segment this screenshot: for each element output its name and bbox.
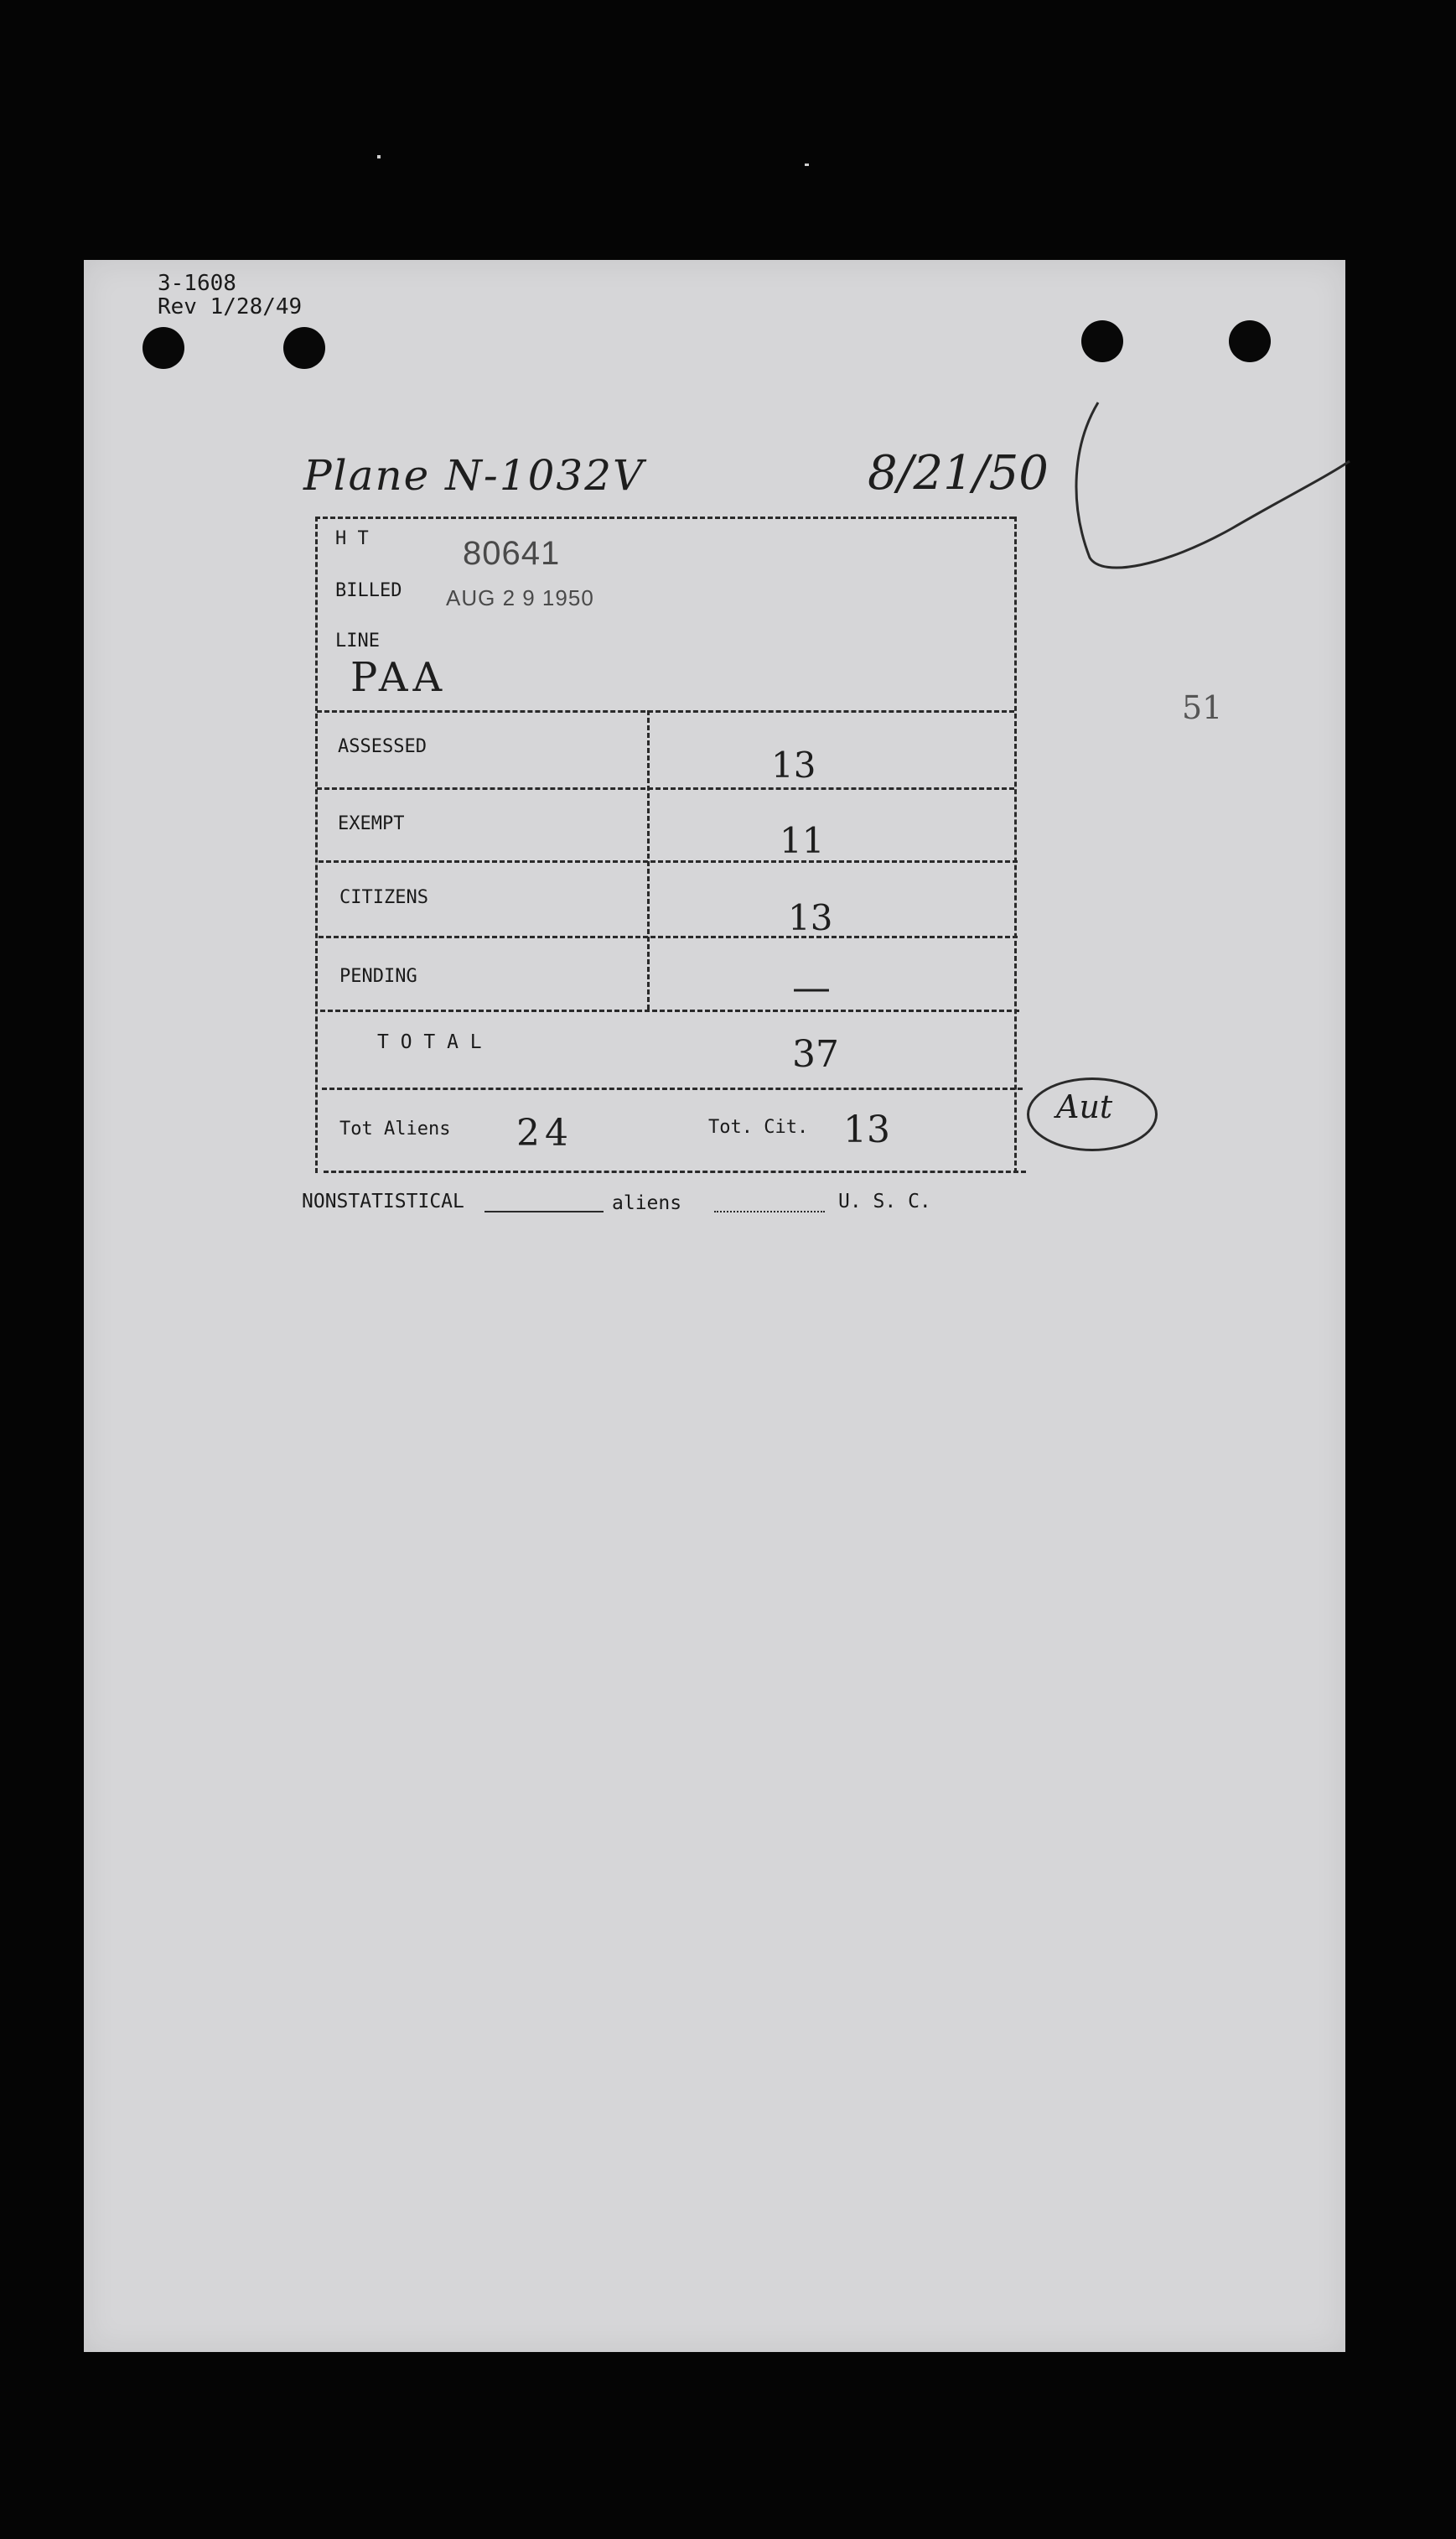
- box-border-right: [1014, 517, 1017, 1173]
- side-note: 51: [1182, 689, 1223, 726]
- punch-hole: [142, 327, 184, 369]
- tot-aliens-value: 24: [516, 1112, 573, 1155]
- background-speck: [377, 155, 381, 158]
- tot-cit-label: Tot. Cit.: [708, 1117, 809, 1138]
- aliens-label: aliens: [612, 1192, 682, 1214]
- aliens-blank: [714, 1211, 825, 1212]
- citizens-label: CITIZENS: [339, 887, 428, 908]
- punch-hole: [1081, 320, 1123, 362]
- ht-label: H T: [335, 528, 369, 549]
- flight-date: 8/21/50: [868, 446, 1049, 501]
- punch-hole: [283, 327, 325, 369]
- paper-sheet: [84, 260, 1345, 2352]
- exempt-label: EXEMPT: [338, 813, 405, 834]
- punch-hole: [1229, 320, 1271, 362]
- background-speck: [805, 164, 809, 166]
- column-divider: [647, 710, 650, 1010]
- nonstat-blank: [484, 1211, 604, 1212]
- pending-label: PENDING: [339, 966, 417, 987]
- form-number: 3-1608: [158, 271, 236, 296]
- row-divider: [317, 787, 1014, 790]
- line-label: LINE: [335, 631, 380, 652]
- line-value: PAA: [350, 654, 448, 701]
- plane-number: Plane N-1032V: [303, 451, 645, 500]
- row-divider: [317, 710, 1014, 713]
- usc-label: U. S. C.: [838, 1191, 931, 1212]
- box-border-left: [315, 517, 318, 1173]
- total-value: 37: [792, 1033, 839, 1076]
- citizens-value: 13: [788, 897, 833, 938]
- row-divider: [322, 1088, 1023, 1090]
- row-divider: [320, 1010, 1019, 1012]
- row-divider: [319, 860, 1018, 863]
- form-revision: Rev 1/28/49: [158, 294, 303, 319]
- nonstatistical-label: NONSTATISTICAL: [302, 1191, 464, 1212]
- assessed-label: ASSESSED: [338, 736, 427, 757]
- assessed-value: 13: [771, 745, 816, 786]
- pending-value: —: [792, 964, 831, 1010]
- total-label: T O T A L: [377, 1031, 482, 1053]
- initials: Aut: [1056, 1088, 1113, 1125]
- exempt-value: 11: [780, 820, 825, 861]
- tot-cit-value: 13: [843, 1109, 890, 1151]
- box-border-bottom: [324, 1171, 1026, 1173]
- billed-label: BILLED: [335, 580, 402, 601]
- billed-date-stamp: AUG 2 9 1950: [446, 585, 594, 610]
- row-divider: [319, 936, 1018, 938]
- box-border-top: [315, 517, 1014, 519]
- check-mark: [1065, 386, 1354, 579]
- ht-number: 80641: [463, 535, 561, 572]
- tot-aliens-label: Tot Aliens: [339, 1119, 451, 1140]
